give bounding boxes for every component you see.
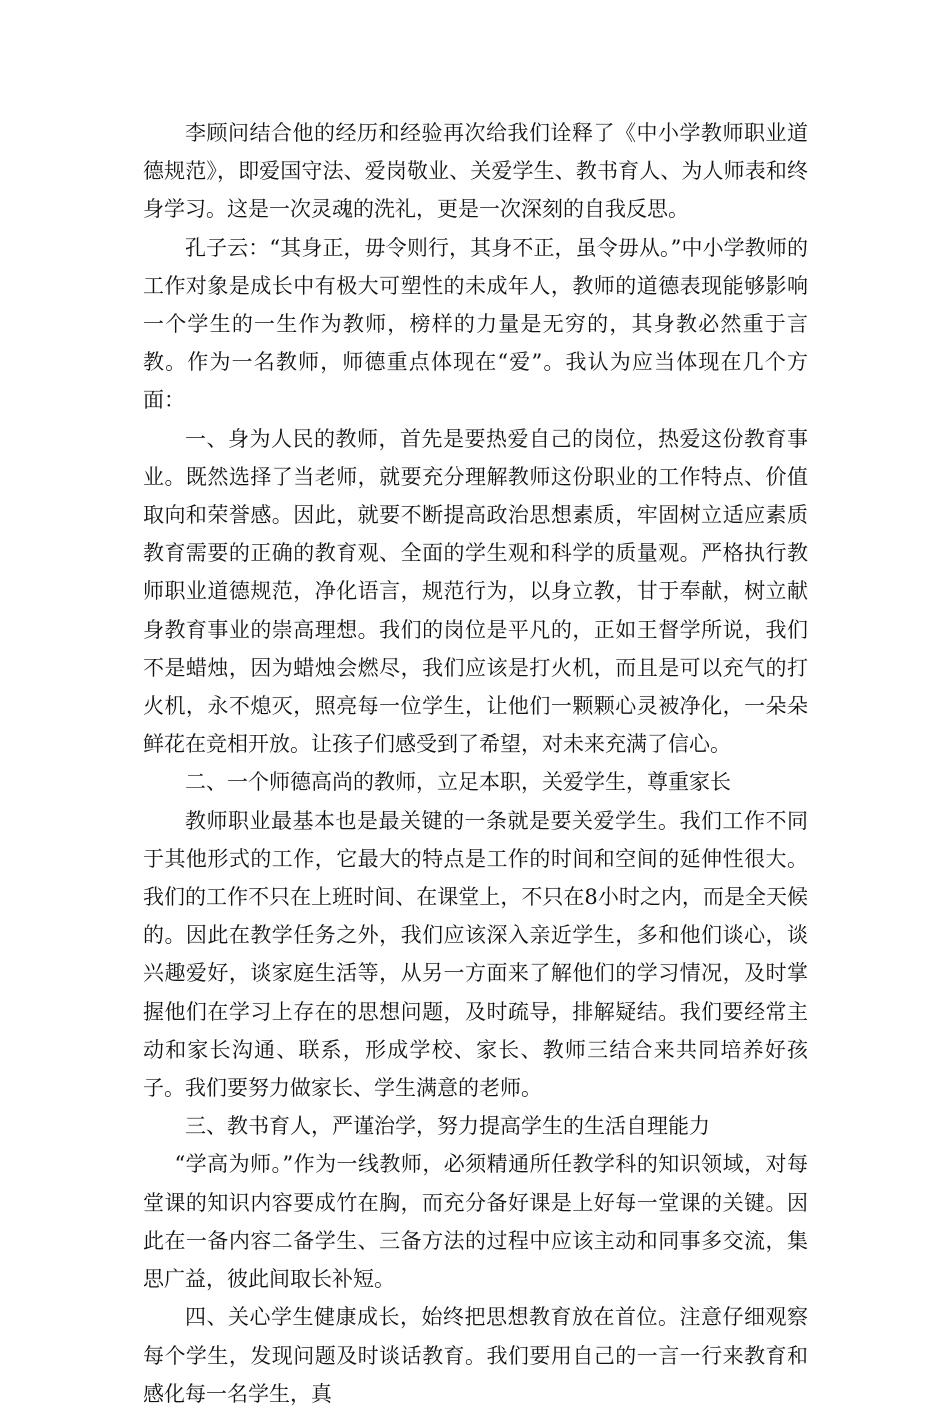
paragraph-confucius: 孔子云：“其身正，毋令则行，其身不正，虽令毋从。”中小学教师的工作对象是成长中有极大可塑性的未成年人，教师的道德表现能够影响一个学生的一生作为教师，榜样的力量是无穷的，其身教必然重于言教。作为一名教师，师德重点体现在“爱”。我认为应当体现在几个方面： xyxy=(143,235,808,413)
paragraph-point-four: 四、关心学生健康成长，始终把思想教育放在首位。注意仔细观察每个学生，发现问题及时谈话教育。我们要用自己的一言一行来教育和感化每一名学生，真 xyxy=(143,1305,808,1406)
paragraph-point-one: 一、身为人民的教师，首先是要热爱自己的岗位，热爱这份教育事业。既然选择了当老师，就要充分理解教师这份职业的工作特点、价值取向和荣誉感。因此，就要不断提高政治思想素质，牢固树立适应素质教育需要的正确的教育观、全面的学生观和科学的质量观。严格执行教师职业道德规范，净化语言，规范行为，以身立教，甘于奉献，树立献身教育事业的崇高理想。我们的岗位是平凡的，正如王督学所说，我们不是蜡烛，因为蜡烛会燃尽，我们应该是打火机，而且是可以充气的打火机，永不熄灭，照亮每一位学生，让他们一颗颗心灵被净化，一朵朵鲜花在竞相开放。让孩子们感受到了希望，对未来充满了信心。 xyxy=(143,426,808,757)
section-heading-two: 二、一个师德高尚的教师，立足本职，关爱学生，尊重家长 xyxy=(185,770,731,795)
paragraph-intro: 李顾问结合他的经历和经验再次给我们诠释了《中小学教师职业道德规范》，即爱国守法、爱岗敬业、关爱学生、教书育人、为人师表和终身学习。这是一次灵魂的洗礼，更是一次深刻的自我反思。 xyxy=(143,121,808,222)
section-heading-three: 三、教书育人，严谨治学，努力提高学生的生活自理能力 xyxy=(185,1114,710,1139)
paragraph-point-three: “学高为师。”作为一线教师，必须精通所任教学科的知识领域，对每堂课的知识内容要成竹在胸，而充分备好课是上好每一堂课的关键。因此在一备内容二备学生、三备方法的过程中应该主动和同事多交流，集思广益，彼此间取长补短。 xyxy=(143,1152,808,1292)
paragraph-point-two: 教师职业最基本也是最关键的一条就是要关爱学生。我们工作不同于其他形式的工作，它最大的特点是工作的时间和空间的延伸性很大。我们的工作不只在上班时间、在课堂上，不只在8小时之内，而是全天候的。因此在教学任务之外，我们应该深入亲近学生，多和他们谈心，谈兴趣爱好，谈家庭生活等，从另一方面来了解他们的学习情况，及时掌握他们在学习上存在的思想问题，及时疏导，排解疑结。我们要经常主动和家长沟通、联系，形成学校、家长、教师三结合来共同培养好孩子。我们要努力做家长、学生满意的老师。 xyxy=(143,808,808,1101)
document-page xyxy=(143,114,808,1413)
